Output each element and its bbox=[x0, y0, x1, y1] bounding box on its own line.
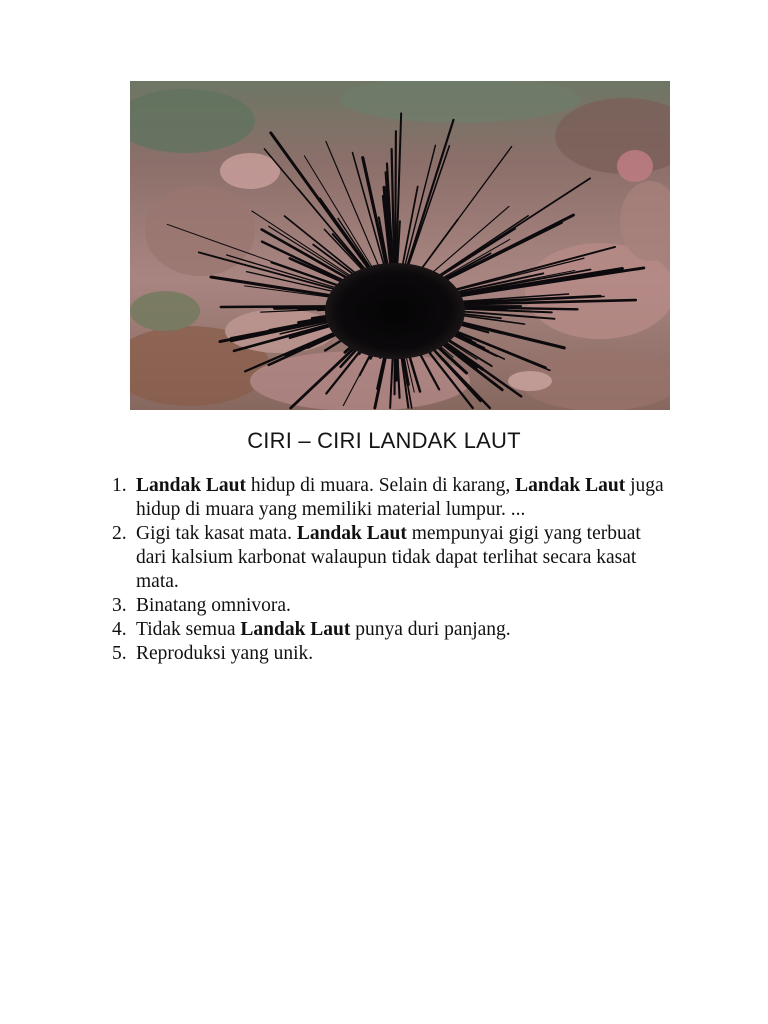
list-item-text: punya duri panjang. bbox=[350, 619, 511, 640]
bold-term: Landak Laut bbox=[136, 475, 247, 496]
list-item bbox=[112, 642, 672, 666]
characteristics-list bbox=[112, 474, 672, 666]
bold-term: Landak Laut bbox=[515, 475, 626, 496]
list-item-text: Tidak semua bbox=[136, 619, 241, 640]
list-item-text: Binatang omnivora. bbox=[136, 595, 291, 616]
list-item-number: 4. bbox=[112, 619, 127, 640]
list-item-text: Gigi tak kasat mata. bbox=[136, 523, 297, 544]
list-item-text: Reproduksi yang unik. bbox=[136, 643, 314, 664]
list-item-number: 2. bbox=[112, 523, 127, 544]
bold-term: Landak Laut bbox=[240, 619, 351, 640]
list-item-text: juga hidup di muara yang memiliki material lumpur. ... bbox=[136, 475, 664, 520]
page-title: CIRI – CIRI LANDAK LAUT bbox=[247, 428, 521, 453]
list-item-text: hidup di muara. Selain di karang, bbox=[246, 475, 516, 496]
list-item-number: 3. bbox=[112, 595, 127, 616]
sea-urchin-photo bbox=[130, 81, 670, 410]
list-item bbox=[112, 618, 672, 642]
list-item bbox=[112, 474, 672, 522]
bold-term: Landak Laut bbox=[296, 523, 407, 544]
sea-urchin-illustration bbox=[130, 81, 670, 410]
list-item-number: 1. bbox=[112, 475, 127, 496]
list-item-text: mempunyai gigi yang terbuat dari kalsium karbonat walaupun tidak dapat terlihat secara kasat mata. bbox=[136, 523, 641, 592]
list-item bbox=[112, 522, 672, 594]
list-item-number: 5. bbox=[112, 643, 127, 664]
list-item bbox=[112, 594, 672, 618]
